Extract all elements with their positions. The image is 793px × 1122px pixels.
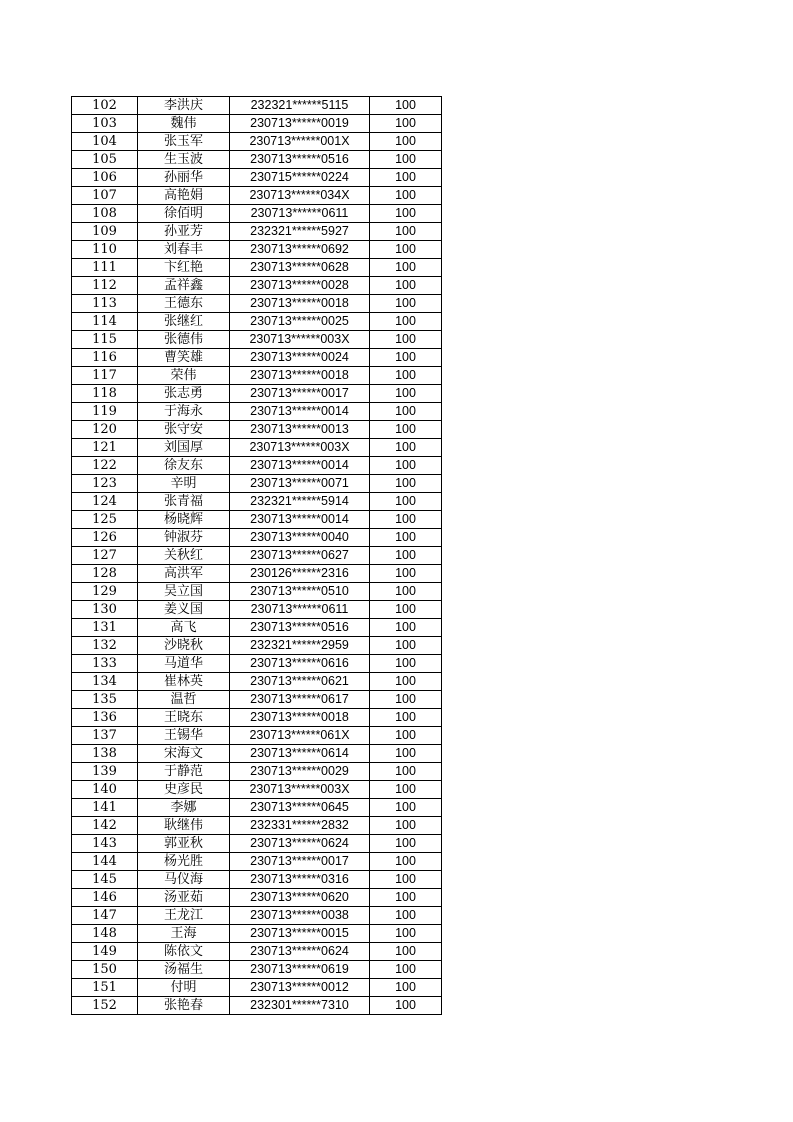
- amount-cell: 100: [370, 565, 442, 583]
- table-row: [72, 601, 442, 619]
- table-row: [72, 187, 442, 205]
- table-row: [72, 727, 442, 745]
- table-row: [72, 529, 442, 547]
- person-name-cell: 高洪军: [138, 565, 230, 583]
- amount-cell: 100: [370, 169, 442, 187]
- table-row: [72, 583, 442, 601]
- row-number-cell: 131: [72, 619, 138, 637]
- id-number-cell: 230713******0516: [230, 151, 370, 169]
- id-number-cell: 230713******0611: [230, 601, 370, 619]
- row-number-cell: 152: [72, 997, 138, 1015]
- table-row: [72, 367, 442, 385]
- table-row: [72, 853, 442, 871]
- row-number-cell: 111: [72, 259, 138, 277]
- amount-cell: 100: [370, 115, 442, 133]
- table-row: [72, 151, 442, 169]
- table-row: [72, 385, 442, 403]
- id-number-cell: 232321******5927: [230, 223, 370, 241]
- id-number-cell: 230713******0621: [230, 673, 370, 691]
- amount-cell: 100: [370, 151, 442, 169]
- table-row: [72, 547, 442, 565]
- table-row: [72, 979, 442, 997]
- person-name-cell: 王海: [138, 925, 230, 943]
- row-number-cell: 135: [72, 691, 138, 709]
- person-name-cell: 生玉波: [138, 151, 230, 169]
- id-number-cell: 232321******5115: [230, 97, 370, 115]
- row-number-cell: 145: [72, 871, 138, 889]
- id-number-cell: 230713******0624: [230, 943, 370, 961]
- row-number-cell: 121: [72, 439, 138, 457]
- id-number-cell: 230713******0510: [230, 583, 370, 601]
- amount-cell: 100: [370, 853, 442, 871]
- row-number-cell: 139: [72, 763, 138, 781]
- id-number-cell: 230713******0029: [230, 763, 370, 781]
- row-number-cell: 134: [72, 673, 138, 691]
- id-number-cell: 230713******034X: [230, 187, 370, 205]
- person-name-cell: 于静范: [138, 763, 230, 781]
- amount-cell: 100: [370, 187, 442, 205]
- table-row: [72, 835, 442, 853]
- amount-cell: 100: [370, 727, 442, 745]
- amount-cell: 100: [370, 259, 442, 277]
- table-row: [72, 637, 442, 655]
- person-name-cell: 姜义国: [138, 601, 230, 619]
- table-row: [72, 295, 442, 313]
- id-number-cell: 230713******0040: [230, 529, 370, 547]
- amount-cell: 100: [370, 205, 442, 223]
- id-number-cell: 230713******0018: [230, 709, 370, 727]
- person-name-cell: 王晓东: [138, 709, 230, 727]
- table-row: [72, 223, 442, 241]
- table-row: [72, 565, 442, 583]
- row-number-cell: 150: [72, 961, 138, 979]
- row-number-cell: 112: [72, 277, 138, 295]
- amount-cell: 100: [370, 349, 442, 367]
- person-name-cell: 张继红: [138, 313, 230, 331]
- person-name-cell: 孟祥鑫: [138, 277, 230, 295]
- table-row: [72, 763, 442, 781]
- table-row: [72, 133, 442, 151]
- row-number-cell: 143: [72, 835, 138, 853]
- row-number-cell: 122: [72, 457, 138, 475]
- id-number-cell: 230713******003X: [230, 331, 370, 349]
- table-row: [72, 709, 442, 727]
- row-number-cell: 148: [72, 925, 138, 943]
- amount-cell: 100: [370, 979, 442, 997]
- person-name-cell: 关秋红: [138, 547, 230, 565]
- amount-cell: 100: [370, 223, 442, 241]
- amount-cell: 100: [370, 817, 442, 835]
- amount-cell: 100: [370, 961, 442, 979]
- id-number-cell: 230713******0038: [230, 907, 370, 925]
- row-number-cell: 115: [72, 331, 138, 349]
- table-row: [72, 97, 442, 115]
- id-number-cell: 230713******0014: [230, 511, 370, 529]
- person-name-cell: 张艳春: [138, 997, 230, 1015]
- table-row: [72, 277, 442, 295]
- row-number-cell: 147: [72, 907, 138, 925]
- person-name-cell: 高飞: [138, 619, 230, 637]
- person-name-cell: 马仪海: [138, 871, 230, 889]
- person-name-cell: 刘春丰: [138, 241, 230, 259]
- id-number-cell: 230713******0616: [230, 655, 370, 673]
- amount-cell: 100: [370, 691, 442, 709]
- table-row: [72, 961, 442, 979]
- table-row: [72, 655, 442, 673]
- row-number-cell: 102: [72, 97, 138, 115]
- id-number-cell: 230713******0624: [230, 835, 370, 853]
- amount-cell: 100: [370, 529, 442, 547]
- row-number-cell: 107: [72, 187, 138, 205]
- row-number-cell: 105: [72, 151, 138, 169]
- amount-cell: 100: [370, 403, 442, 421]
- person-name-cell: 汤亚茹: [138, 889, 230, 907]
- id-number-cell: 230713******0619: [230, 961, 370, 979]
- person-name-cell: 史彦民: [138, 781, 230, 799]
- id-number-cell: 230713******0024: [230, 349, 370, 367]
- amount-cell: 100: [370, 583, 442, 601]
- person-name-cell: 马道华: [138, 655, 230, 673]
- row-number-cell: 149: [72, 943, 138, 961]
- amount-cell: 100: [370, 367, 442, 385]
- table-row: [72, 997, 442, 1015]
- table-row: [72, 115, 442, 133]
- row-number-cell: 144: [72, 853, 138, 871]
- id-number-cell: 230713******0611: [230, 205, 370, 223]
- table-row: [72, 745, 442, 763]
- person-name-cell: 李娜: [138, 799, 230, 817]
- row-number-cell: 104: [72, 133, 138, 151]
- person-name-cell: 耿继伟: [138, 817, 230, 835]
- row-number-cell: 130: [72, 601, 138, 619]
- table-row: [72, 439, 442, 457]
- id-number-cell: 230713******061X: [230, 727, 370, 745]
- person-name-cell: 郭亚秋: [138, 835, 230, 853]
- id-number-cell: 230713******0071: [230, 475, 370, 493]
- id-number-cell: 230713******0516: [230, 619, 370, 637]
- row-number-cell: 129: [72, 583, 138, 601]
- id-number-cell: 230713******0620: [230, 889, 370, 907]
- person-name-cell: 钟淑芬: [138, 529, 230, 547]
- id-number-cell: 232321******5914: [230, 493, 370, 511]
- table-row: [72, 889, 442, 907]
- table-row: [72, 907, 442, 925]
- id-number-cell: 230713******0018: [230, 367, 370, 385]
- person-name-cell: 崔林英: [138, 673, 230, 691]
- row-number-cell: 113: [72, 295, 138, 313]
- amount-cell: 100: [370, 547, 442, 565]
- amount-cell: 100: [370, 295, 442, 313]
- row-number-cell: 128: [72, 565, 138, 583]
- table-row: [72, 493, 442, 511]
- person-name-cell: 曹笑雄: [138, 349, 230, 367]
- amount-cell: 100: [370, 97, 442, 115]
- amount-cell: 100: [370, 511, 442, 529]
- amount-cell: 100: [370, 637, 442, 655]
- amount-cell: 100: [370, 673, 442, 691]
- row-number-cell: 142: [72, 817, 138, 835]
- person-name-cell: 李洪庆: [138, 97, 230, 115]
- person-name-cell: 张德伟: [138, 331, 230, 349]
- person-name-cell: 徐佰明: [138, 205, 230, 223]
- row-number-cell: 151: [72, 979, 138, 997]
- id-number-cell: 230713******003X: [230, 781, 370, 799]
- person-name-cell: 卞红艳: [138, 259, 230, 277]
- row-number-cell: 118: [72, 385, 138, 403]
- id-number-cell: 230713******0017: [230, 853, 370, 871]
- amount-cell: 100: [370, 493, 442, 511]
- row-number-cell: 146: [72, 889, 138, 907]
- person-name-cell: 王锡华: [138, 727, 230, 745]
- id-number-cell: 232331******2832: [230, 817, 370, 835]
- person-name-cell: 张志勇: [138, 385, 230, 403]
- person-name-cell: 陈依文: [138, 943, 230, 961]
- amount-cell: 100: [370, 331, 442, 349]
- person-name-cell: 杨光胜: [138, 853, 230, 871]
- person-name-cell: 宋海文: [138, 745, 230, 763]
- id-number-cell: 230713******0316: [230, 871, 370, 889]
- id-number-cell: 230713******0019: [230, 115, 370, 133]
- id-number-cell: 230713******0645: [230, 799, 370, 817]
- table-row: [72, 799, 442, 817]
- table-row: [72, 817, 442, 835]
- id-number-cell: 230713******0018: [230, 295, 370, 313]
- table-row: [72, 259, 442, 277]
- row-number-cell: 127: [72, 547, 138, 565]
- row-number-cell: 119: [72, 403, 138, 421]
- amount-cell: 100: [370, 277, 442, 295]
- row-number-cell: 120: [72, 421, 138, 439]
- table-row: [72, 691, 442, 709]
- row-number-cell: 141: [72, 799, 138, 817]
- amount-cell: 100: [370, 907, 442, 925]
- row-number-cell: 138: [72, 745, 138, 763]
- amount-cell: 100: [370, 781, 442, 799]
- row-number-cell: 133: [72, 655, 138, 673]
- table-row: [72, 619, 442, 637]
- table-row: [72, 871, 442, 889]
- table-row: [72, 925, 442, 943]
- person-name-cell: 张玉军: [138, 133, 230, 151]
- table-row: [72, 781, 442, 799]
- id-number-cell: 230713******0012: [230, 979, 370, 997]
- id-number-cell: 230713******0614: [230, 745, 370, 763]
- amount-cell: 100: [370, 709, 442, 727]
- person-name-cell: 吴立国: [138, 583, 230, 601]
- amount-cell: 100: [370, 745, 442, 763]
- amount-cell: 100: [370, 835, 442, 853]
- person-name-cell: 张青福: [138, 493, 230, 511]
- person-name-cell: 杨晓辉: [138, 511, 230, 529]
- amount-cell: 100: [370, 457, 442, 475]
- id-number-cell: 230713******0015: [230, 925, 370, 943]
- row-number-cell: 114: [72, 313, 138, 331]
- table-row: [72, 475, 442, 493]
- row-number-cell: 116: [72, 349, 138, 367]
- id-number-cell: 230713******0013: [230, 421, 370, 439]
- row-number-cell: 103: [72, 115, 138, 133]
- row-number-cell: 132: [72, 637, 138, 655]
- person-name-cell: 孙丽华: [138, 169, 230, 187]
- person-name-cell: 魏伟: [138, 115, 230, 133]
- id-number-cell: 230713******0617: [230, 691, 370, 709]
- amount-cell: 100: [370, 619, 442, 637]
- id-number-cell: 230715******0224: [230, 169, 370, 187]
- table-row: [72, 511, 442, 529]
- id-number-cell: 230713******0025: [230, 313, 370, 331]
- amount-cell: 100: [370, 241, 442, 259]
- row-number-cell: 109: [72, 223, 138, 241]
- roster-table-body: [72, 97, 442, 1015]
- row-number-cell: 110: [72, 241, 138, 259]
- person-name-cell: 汤福生: [138, 961, 230, 979]
- table-row: [72, 403, 442, 421]
- amount-cell: 100: [370, 475, 442, 493]
- id-number-cell: 230713******0014: [230, 457, 370, 475]
- person-name-cell: 于海永: [138, 403, 230, 421]
- id-number-cell: 232301******7310: [230, 997, 370, 1015]
- row-number-cell: 126: [72, 529, 138, 547]
- row-number-cell: 124: [72, 493, 138, 511]
- table-row: [72, 457, 442, 475]
- id-number-cell: 230713******003X: [230, 439, 370, 457]
- amount-cell: 100: [370, 871, 442, 889]
- amount-cell: 100: [370, 385, 442, 403]
- table-row: [72, 349, 442, 367]
- person-name-cell: 付明: [138, 979, 230, 997]
- person-name-cell: 王龙江: [138, 907, 230, 925]
- amount-cell: 100: [370, 601, 442, 619]
- row-number-cell: 106: [72, 169, 138, 187]
- amount-cell: 100: [370, 997, 442, 1015]
- id-number-cell: 230713******0628: [230, 259, 370, 277]
- amount-cell: 100: [370, 655, 442, 673]
- table-row: [72, 241, 442, 259]
- id-number-cell: 232321******2959: [230, 637, 370, 655]
- id-number-cell: 230713******001X: [230, 133, 370, 151]
- id-number-cell: 230713******0692: [230, 241, 370, 259]
- table-row: [72, 313, 442, 331]
- person-name-cell: 高艳娟: [138, 187, 230, 205]
- table-row: [72, 169, 442, 187]
- row-number-cell: 117: [72, 367, 138, 385]
- amount-cell: 100: [370, 799, 442, 817]
- id-number-cell: 230713******0028: [230, 277, 370, 295]
- row-number-cell: 137: [72, 727, 138, 745]
- roster-table: [71, 96, 442, 1015]
- amount-cell: 100: [370, 943, 442, 961]
- table-row: [72, 673, 442, 691]
- row-number-cell: 123: [72, 475, 138, 493]
- amount-cell: 100: [370, 133, 442, 151]
- table-row: [72, 331, 442, 349]
- id-number-cell: 230713******0014: [230, 403, 370, 421]
- id-number-cell: 230713******0627: [230, 547, 370, 565]
- amount-cell: 100: [370, 925, 442, 943]
- table-row: [72, 421, 442, 439]
- person-name-cell: 孙亚芳: [138, 223, 230, 241]
- amount-cell: 100: [370, 889, 442, 907]
- table-row: [72, 205, 442, 223]
- person-name-cell: 徐友东: [138, 457, 230, 475]
- amount-cell: 100: [370, 313, 442, 331]
- person-name-cell: 张守安: [138, 421, 230, 439]
- id-number-cell: 230713******0017: [230, 385, 370, 403]
- row-number-cell: 108: [72, 205, 138, 223]
- row-number-cell: 125: [72, 511, 138, 529]
- row-number-cell: 136: [72, 709, 138, 727]
- person-name-cell: 荣伟: [138, 367, 230, 385]
- amount-cell: 100: [370, 763, 442, 781]
- table-row: [72, 943, 442, 961]
- amount-cell: 100: [370, 421, 442, 439]
- amount-cell: 100: [370, 439, 442, 457]
- person-name-cell: 刘国厚: [138, 439, 230, 457]
- id-number-cell: 230126******2316: [230, 565, 370, 583]
- row-number-cell: 140: [72, 781, 138, 799]
- person-name-cell: 辛明: [138, 475, 230, 493]
- person-name-cell: 沙晓秋: [138, 637, 230, 655]
- person-name-cell: 温哲: [138, 691, 230, 709]
- person-name-cell: 王德东: [138, 295, 230, 313]
